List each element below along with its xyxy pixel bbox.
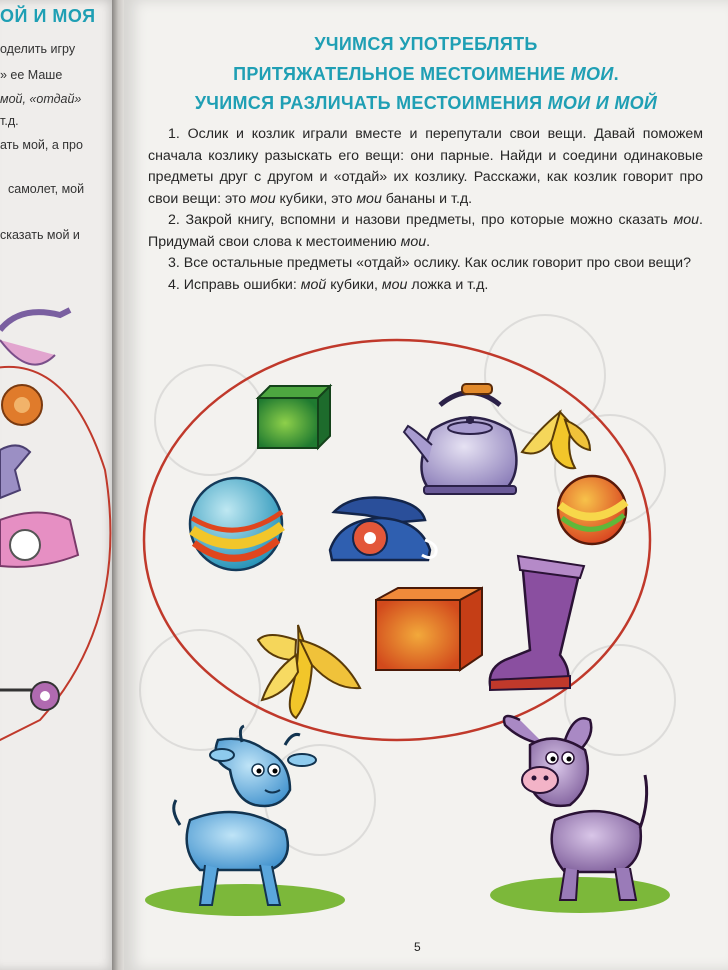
task-4-text: кубики, [326, 276, 382, 293]
task-4-emphasis: мой [300, 276, 327, 293]
boot-icon [490, 556, 584, 690]
task-2-emphasis: мои [400, 233, 427, 250]
task-4-text: 4. Исправь ошибки: [168, 276, 301, 293]
left-page-line: оделить игру [0, 42, 76, 56]
task-1-text: кубики, это [275, 190, 357, 207]
left-page-line: » ее Маше [0, 68, 63, 82]
task-4-emphasis: мои [381, 276, 408, 293]
orange-cube-icon [376, 588, 482, 670]
heading-line-2-text: ПРИТЯЖАТЕЛЬНОЕ МЕСТОИМЕНИЕ [233, 64, 571, 84]
task-1-text: бананы и т.д. [381, 190, 473, 207]
left-page-line: мой, «отдай» [0, 92, 82, 106]
task-4-text: ложка и т.д. [407, 276, 489, 293]
task-2-emphasis: мои [673, 212, 700, 228]
heading-line-3-text: УЧИМСЯ РАЗЛИЧАТЬ МЕСТОИМЕНИЯ [194, 93, 548, 113]
page-number: 5 [414, 940, 421, 954]
green-cube-icon [258, 386, 330, 448]
donkey-illustration [490, 716, 670, 913]
left-page-title: ОЙ И МОЯ [0, 6, 96, 26]
striped-ball-icon [190, 478, 282, 570]
task-1-emphasis: мои [250, 190, 276, 207]
heading-line-1: УЧИМСЯ УПОТРЕБЛЯТЬ [314, 34, 538, 54]
left-page-line: сказать мой и [0, 228, 80, 242]
task-2-text: . [426, 233, 431, 250]
banana-icon [522, 412, 590, 468]
task-2-text: 2. Закрой книгу, вспомни и назови предметы, про которые можно сказать [168, 212, 674, 228]
left-page-line: ать мой, а про [0, 138, 83, 152]
kettle-icon [404, 384, 516, 494]
heading-line-3-emphasis: МОИ И МОЙ [547, 93, 658, 113]
banana-icon [258, 625, 360, 718]
left-page-line: т.д. [0, 114, 19, 128]
goat-illustration [145, 726, 345, 916]
task-1-emphasis: мои [356, 190, 382, 207]
striped-ball-icon [558, 476, 626, 544]
task-1-text: 1. Ослик и козлик играли вместе и перепутали свои вещи. Давай поможем сначала козлику разыскать его вещи: они парные. Найди и соедини одинаковые предметы друг с другом и «отдай» их козлику. Расскажи, как козлик говорит про свои вещи: это [148, 126, 703, 207]
telephone-icon [330, 498, 436, 560]
task-2-text: . Придумай свои слова к местоимению [148, 212, 703, 250]
task-3: 3. Все остальные предметы «отдай» ослику. Как ослик говорит про свои вещи? [168, 255, 691, 271]
heading-line-2-suffix: . [613, 64, 619, 84]
left-page-line: самолет, мой [8, 182, 85, 196]
heading-line-2-emphasis: МОИ [570, 64, 614, 84]
